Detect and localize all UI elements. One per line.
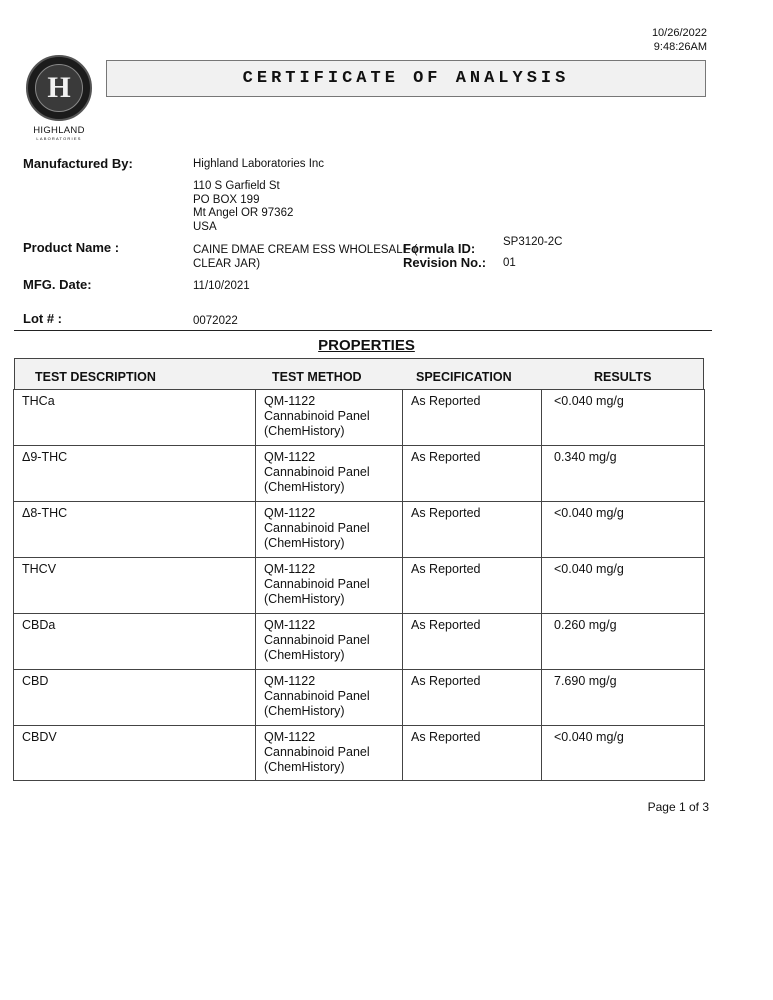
method-source: (ChemHistory) xyxy=(264,592,345,606)
column-header-test-method: TEST METHOD xyxy=(272,370,362,384)
test-description: CBD xyxy=(22,674,49,688)
company-logo xyxy=(26,55,92,141)
method-code: QM-1122 xyxy=(264,562,316,576)
method-code: QM-1122 xyxy=(264,618,316,632)
table-row xyxy=(14,501,704,557)
result: 0.260 mg/g xyxy=(554,618,617,632)
method-name: Cannabinoid Panel xyxy=(264,689,370,703)
section-divider xyxy=(14,330,712,331)
manufactured-by-label: Manufactured By: xyxy=(23,156,133,171)
column-header-results: RESULTS xyxy=(594,370,652,384)
method-source: (ChemHistory) xyxy=(264,536,345,550)
table-row xyxy=(14,725,704,781)
method-code: QM-1122 xyxy=(264,730,316,744)
specification: As Reported xyxy=(411,450,481,464)
specification: As Reported xyxy=(411,674,481,688)
print-timestamp xyxy=(652,26,707,54)
specification: As Reported xyxy=(411,730,481,744)
logo-letter: H xyxy=(47,71,71,104)
method-name: Cannabinoid Panel xyxy=(264,745,370,759)
product-name-line: CLEAR JAR) xyxy=(193,257,261,270)
method-name: Cannabinoid Panel xyxy=(264,633,370,647)
result: <0.040 mg/g xyxy=(554,394,624,408)
method-source: (ChemHistory) xyxy=(264,760,345,774)
result: 7.690 mg/g xyxy=(554,674,617,688)
logo-subtitle: LABORATORIES xyxy=(36,136,82,141)
test-description: Δ8-THC xyxy=(22,506,68,520)
revision-label: Revision No.: xyxy=(403,255,487,270)
page-number: Page 1 of 3 xyxy=(647,800,709,814)
table-row xyxy=(14,613,704,669)
mfg-date: 11/10/2021 xyxy=(193,280,250,292)
test-method xyxy=(264,394,370,439)
formula-id-label: Formula ID: xyxy=(403,241,476,256)
print-date: 10/26/2022 xyxy=(651,27,707,39)
table-row xyxy=(14,557,704,613)
lot-label: Lot # : xyxy=(23,311,62,326)
method-name: Cannabinoid Panel xyxy=(264,465,370,479)
method-code: QM-1122 xyxy=(264,394,316,408)
logo-name: HIGHLAND xyxy=(33,125,85,136)
properties-heading: PROPERTIES xyxy=(318,337,415,354)
method-source: (ChemHistory) xyxy=(264,704,345,718)
properties-table xyxy=(13,389,705,781)
specification: As Reported xyxy=(411,506,481,520)
company-name: Highland Laboratories Inc xyxy=(193,158,325,170)
address-line: USA xyxy=(193,220,217,233)
column-header-test-description: TEST DESCRIPTION xyxy=(35,370,156,384)
print-time: 9:48:26AM xyxy=(653,41,707,53)
column-header-specification: SPECIFICATION xyxy=(416,370,512,384)
method-code: QM-1122 xyxy=(264,450,316,464)
method-code: QM-1122 xyxy=(264,506,316,520)
logo-emblem xyxy=(26,55,92,121)
test-method xyxy=(264,506,370,551)
method-name: Cannabinoid Panel xyxy=(264,521,370,535)
test-method xyxy=(264,730,370,775)
specification: As Reported xyxy=(411,618,481,632)
test-method xyxy=(264,450,370,495)
test-description: Δ9-THC xyxy=(22,450,68,464)
method-source: (ChemHistory) xyxy=(264,648,345,662)
result: <0.040 mg/g xyxy=(554,506,624,520)
table-row xyxy=(14,445,704,501)
product-name-label: Product Name : xyxy=(23,240,120,255)
mfg-date-label: MFG. Date: xyxy=(23,277,92,292)
product-name-line: CAINE DMAE CREAM ESS WHOLESALE ( xyxy=(193,244,418,256)
address-line: Mt Angel OR 97362 xyxy=(193,207,294,219)
method-source: (ChemHistory) xyxy=(264,424,345,438)
document-title-box xyxy=(106,60,706,97)
properties-table-header xyxy=(14,358,704,390)
test-method xyxy=(264,674,370,719)
method-name: Cannabinoid Panel xyxy=(264,409,370,423)
table-row xyxy=(14,389,704,445)
address-line: 110 S Garfield St xyxy=(193,180,280,192)
formula-id: SP3120-2C xyxy=(503,236,563,248)
lot-number: 0072022 xyxy=(193,315,238,327)
method-name: Cannabinoid Panel xyxy=(264,577,370,591)
table-row xyxy=(14,669,704,725)
revision-number: 01 xyxy=(503,257,516,269)
logo-inner-circle xyxy=(35,64,83,112)
specification: As Reported xyxy=(411,562,481,576)
test-method xyxy=(264,618,370,663)
test-description: CBDV xyxy=(22,730,57,744)
test-method xyxy=(264,562,370,607)
product-name xyxy=(193,244,417,271)
test-description: THCa xyxy=(22,394,55,408)
result: 0.340 mg/g xyxy=(554,450,617,464)
test-description: CBDa xyxy=(22,618,56,632)
document-title: CERTIFICATE OF ANALYSIS xyxy=(242,69,570,88)
method-code: QM-1122 xyxy=(264,674,316,688)
address-line: PO BOX 199 xyxy=(193,193,260,206)
company-address xyxy=(193,180,293,234)
result: <0.040 mg/g xyxy=(554,562,624,576)
result: <0.040 mg/g xyxy=(554,730,624,744)
method-source: (ChemHistory) xyxy=(264,480,345,494)
specification: As Reported xyxy=(411,394,481,408)
test-description: THCV xyxy=(22,562,57,576)
